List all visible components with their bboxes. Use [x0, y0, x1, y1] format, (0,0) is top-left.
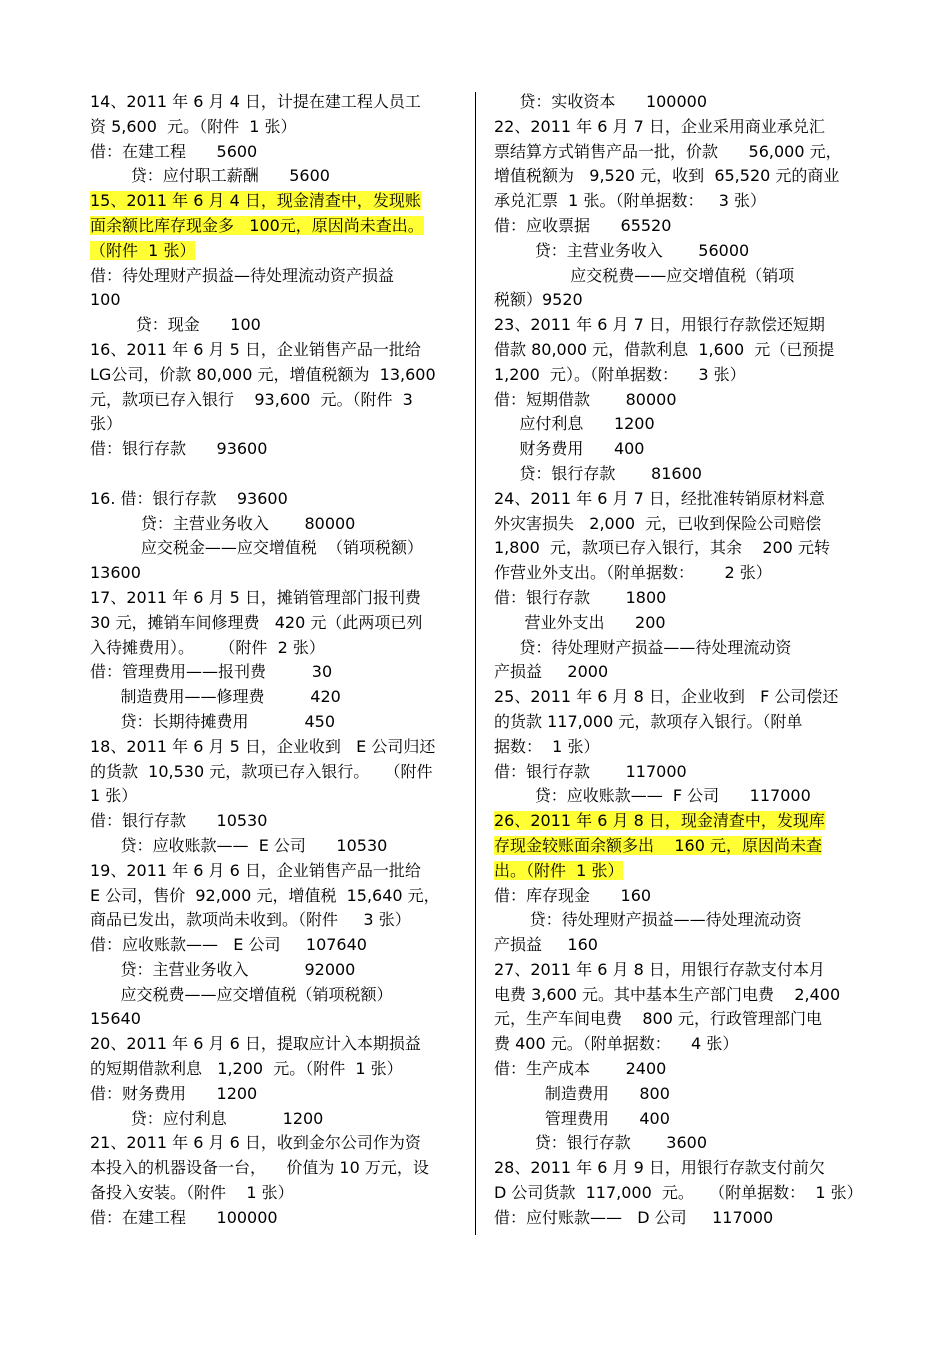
left-column-line — [90, 164, 462, 189]
left-column-line-text: 贷：应收账款—— E 公司 10530 — [90, 835, 388, 855]
left-column-line-text: 21、2011 年 6 月 6 日，收到金尔公司作为资 — [90, 1133, 421, 1153]
left-column-line — [90, 1057, 462, 1082]
right-column-line-text: 产损益 2000 — [494, 662, 609, 682]
left-column-line-text: （附件 1 张） — [90, 240, 196, 260]
left-column-line-text: 应交税金——应交增值税 （销项税额） — [90, 538, 424, 558]
left-column-line-text: 备投入安装。（附件 1 张） — [90, 1183, 294, 1203]
left-column-line — [90, 115, 462, 140]
right-column-line — [494, 561, 866, 586]
left-column-line — [90, 536, 462, 561]
left-column-line — [90, 908, 462, 933]
left-column-line — [90, 1181, 462, 1206]
right-column-line-text: 22、2011 年 6 月 7 日，企业采用商业承兑汇 — [494, 116, 825, 136]
left-column-line-text: 贷：应付职工薪酬 5600 — [90, 166, 330, 186]
right-column-line-text: 营业外支出 200 — [494, 612, 666, 632]
right-column-line-text: 管理费用 400 — [494, 1108, 670, 1128]
right-column-line-text: 借款 80,000 元，借款利息 1,600 元（已预提 — [494, 339, 835, 359]
left-column-line-text: 的短期借款利息 1,200 元。（附件 1 张） — [90, 1059, 403, 1079]
left-column-line — [90, 660, 462, 685]
right-column-line — [494, 90, 866, 115]
left-column-line — [90, 561, 462, 586]
right-column-line — [494, 760, 866, 785]
right-column-line-text: 费 400 元。（附单据数： 4 张） — [494, 1034, 739, 1054]
left-column-line — [90, 1082, 462, 1107]
left-column-line-text: 贷：应付利息 1200 — [90, 1108, 324, 1128]
left-column-line — [90, 1131, 462, 1156]
left-column-line — [90, 412, 462, 437]
left-column-line — [90, 1156, 462, 1181]
right-column-line — [494, 264, 866, 289]
right-column-line-text: 贷：实收资本 100000 — [494, 92, 708, 111]
left-column-line-text: 应交税费——应交增值税（销项税额） — [90, 984, 393, 1004]
right-column-line — [494, 735, 866, 760]
left-column-line-text: 1 张） — [90, 786, 138, 806]
right-column-line-text: 的货款 117,000 元，款项存入银行。（附单 — [494, 711, 803, 731]
right-column-line — [494, 462, 866, 487]
left-column — [90, 90, 462, 1231]
right-column-line — [494, 933, 866, 958]
right-column-line — [494, 487, 866, 512]
left-column-line — [90, 859, 462, 884]
left-column-line-text: 借：待处理财产损益—待处理流动资产损益 — [90, 265, 395, 285]
left-column-line-text: 贷：主营业务收入 80000 — [90, 513, 356, 533]
left-column-line-text: 借：财务费用 1200 — [90, 1083, 258, 1103]
right-column-line — [494, 1082, 866, 1107]
right-column-line — [494, 288, 866, 313]
right-column-line-text: 借：银行存款 1800 — [494, 587, 667, 607]
left-column-line — [90, 140, 462, 165]
left-column-line — [90, 388, 462, 413]
left-column-line — [90, 1007, 462, 1032]
right-column-line-text: 23、2011 年 6 月 7 日，用银行存款偿还短期 — [494, 315, 825, 335]
left-column-line-text: 16. 借：银行存款 93600 — [90, 488, 288, 508]
right-column-line — [494, 884, 866, 909]
left-column-line — [90, 958, 462, 983]
left-column-line — [90, 239, 462, 264]
right-column-line — [494, 239, 866, 264]
left-column-line — [90, 685, 462, 710]
left-column-line-text: 借：在建工程 5600 — [90, 141, 258, 161]
right-column-line — [494, 115, 866, 140]
right-column-line — [494, 1131, 866, 1156]
left-column-line-text: 贷：长期待摊费用 450 — [90, 711, 336, 731]
left-column-line — [90, 363, 462, 388]
right-column-line-text: 出。（附件 1 张） — [494, 860, 624, 880]
right-column-line — [494, 586, 866, 611]
left-column-line-text: 贷：主营业务收入 92000 — [90, 959, 356, 979]
right-column-line — [494, 784, 866, 809]
left-column-line — [90, 512, 462, 537]
left-column-line — [90, 933, 462, 958]
right-column-line — [494, 809, 866, 834]
right-column-line-text: 贷：应收账款—— F 公司 117000 — [494, 786, 811, 806]
right-column-line-text: 财务费用 400 — [494, 439, 645, 459]
right-column-line-text: 贷：主营业务收入 56000 — [494, 240, 750, 260]
left-column-line — [90, 710, 462, 735]
right-column-line — [494, 660, 866, 685]
left-column-line — [90, 90, 462, 115]
right-column-line — [494, 1107, 866, 1132]
right-column-line — [494, 611, 866, 636]
left-column-line-text: 借：在建工程 100000 — [90, 1207, 278, 1227]
right-column-line-text: 增值税额为 9,520 元，收到 65,520 元的商业 — [494, 166, 840, 186]
left-column-line-text: 18、2011 年 6 月 5 日，企业收到 E 公司归还 — [90, 736, 436, 756]
left-column-line-text: 30 元，摊销车间修理费 420 元（此两项已列 — [90, 612, 423, 632]
left-column-line-text: 面余额比库存现金多 100元，原因尚未查出。 — [90, 215, 424, 235]
right-column-line — [494, 164, 866, 189]
right-column — [494, 90, 866, 1231]
left-column-line — [90, 437, 462, 462]
left-column-line-text: 14、2011 年 6 月 4 日，计提在建工程人员工 — [90, 92, 421, 111]
left-column-line-text: 15、2011 年 6 月 4 日，现金清查中，发现账 — [90, 191, 421, 211]
right-column-line-text: 应付利息 1200 — [494, 414, 655, 434]
right-column-line-text: 借：生产成本 2400 — [494, 1059, 667, 1079]
left-column-line — [90, 636, 462, 661]
left-column-line-text: 13600 — [90, 563, 141, 583]
left-column-line — [90, 338, 462, 363]
left-column-line-text: 张） — [90, 414, 123, 434]
right-column-line-text: 1,200 元）。（附单据数： 3 张） — [494, 364, 746, 384]
right-column-line — [494, 536, 866, 561]
right-column-line — [494, 313, 866, 338]
right-column-line-text: 存现金较账面余额多出 160 元，原因尚未查 — [494, 835, 822, 855]
left-column-line-text: 制造费用——修理费 420 — [90, 687, 341, 707]
left-column-line-text: LG公司，价款 80,000 元，增值税额为 13,600 — [90, 364, 436, 384]
left-column-line — [90, 735, 462, 760]
left-column-line-text: 19、2011 年 6 月 6 日，企业销售产品一批给 — [90, 860, 421, 880]
right-column-line-text: 贷：待处理财产损益——待处理流动资 — [494, 910, 802, 930]
left-column-line — [90, 189, 462, 214]
right-column-line — [494, 512, 866, 537]
right-column-line-text: 电费 3,600 元。其中基本生产部门电费 2,400 — [494, 984, 841, 1004]
left-column-line-text: 贷：现金 100 — [90, 315, 261, 335]
right-column-line — [494, 214, 866, 239]
column-divider — [475, 92, 476, 1235]
right-column-line — [494, 983, 866, 1008]
right-column-line-text: 产损益 160 — [494, 935, 598, 955]
right-column-line-text: 借：短期借款 80000 — [494, 389, 677, 409]
right-column-line-text: 28、2011 年 6 月 9 日，用银行存款支付前欠 — [494, 1158, 825, 1178]
left-column-line — [90, 462, 462, 487]
right-column-line — [494, 1156, 866, 1181]
left-column-line — [90, 288, 462, 313]
left-column-line-text: 借：管理费用——报刊费 30 — [90, 662, 333, 682]
right-column-line-text: 26、2011 年 6 月 8 日，现金清查中，发现库 — [494, 811, 825, 831]
right-column-line — [494, 685, 866, 710]
right-column-line-text: 27、2011 年 6 月 8 日，用银行存款支付本月 — [494, 959, 825, 979]
right-column-line — [494, 412, 866, 437]
right-column-line-text: 票结算方式销售产品一批，价款 56,000 元， — [494, 141, 842, 161]
left-column-line — [90, 834, 462, 859]
right-column-line-text: 25、2011 年 6 月 8 日，企业收到 F 公司偿还 — [494, 687, 839, 707]
right-column-line — [494, 908, 866, 933]
left-column-line — [90, 884, 462, 909]
left-column-line — [90, 586, 462, 611]
right-column-line — [494, 338, 866, 363]
left-column-line-text: 100 — [90, 290, 121, 310]
left-column-line — [90, 1107, 462, 1132]
right-column-line — [494, 1181, 866, 1206]
right-column-line-text: 应交税费——应交增值税（销项 — [494, 265, 795, 285]
right-column-line — [494, 189, 866, 214]
left-column-line-text: 借：银行存款 93600 — [90, 439, 268, 459]
right-column-line — [494, 437, 866, 462]
right-column-line-text: 借：应收票据 65520 — [494, 215, 672, 235]
right-column-line-text: 借：库存现金 160 — [494, 885, 652, 905]
left-column-line-text: 17、2011 年 6 月 5 日，摊销管理部门报刊费 — [90, 587, 421, 607]
right-column-line-text: 借：应付账款—— D 公司 117000 — [494, 1207, 774, 1227]
right-column-line-text: 承兑汇票 1 张。（附单据数： 3 张） — [494, 191, 766, 211]
right-column-line-text: 税额）9520 — [494, 290, 583, 310]
right-column-line-text: 作营业外支出。（附单据数： 2 张） — [494, 563, 772, 583]
left-column-line-text: E 公司，售价 92,000 元，增值税 15,640 元， — [90, 885, 440, 905]
left-column-line — [90, 264, 462, 289]
left-column-line-text: 借：银行存款 10530 — [90, 811, 268, 831]
right-column-line — [494, 834, 866, 859]
left-column-line-text: 入待摊费用）。 （附件 2 张） — [90, 637, 325, 657]
right-column-line — [494, 636, 866, 661]
right-column-line — [494, 958, 866, 983]
right-column-line — [494, 710, 866, 735]
left-column-line — [90, 809, 462, 834]
right-column-line-text: 制造费用 800 — [494, 1083, 670, 1103]
left-column-line — [90, 1032, 462, 1057]
left-column-line-text: 本投入的机器设备一台， 价值为 10 万元，设 — [90, 1158, 429, 1178]
left-column-line-text: 商品已发出，款项尚未收到。（附件 3 张） — [90, 910, 411, 930]
right-column-line-text: 借：银行存款 117000 — [494, 761, 687, 781]
left-column-line-text: 20、2011 年 6 月 6 日，提取应计入本期损益 — [90, 1034, 421, 1054]
right-column-line-text: 贷：银行存款 3600 — [494, 1133, 708, 1153]
left-column-line-text: 15640 — [90, 1009, 141, 1029]
left-column-line-text: 16、2011 年 6 月 5 日，企业销售产品一批给 — [90, 339, 421, 359]
right-column-line — [494, 363, 866, 388]
left-column-line-text: 元，款项已存入银行 93,600 元。（附件 3 — [90, 389, 413, 409]
right-column-line-text: 元，生产车间电费 800 元，行政管理部门电 — [494, 1009, 822, 1029]
left-column-line — [90, 487, 462, 512]
right-column-line-text: 24、2011 年 6 月 7 日，经批准转销原材料意 — [494, 488, 825, 508]
left-column-line — [90, 760, 462, 785]
right-column-line — [494, 140, 866, 165]
right-column-line-text: 贷：待处理财产损益——待处理流动资 — [494, 637, 792, 657]
right-column-line-text: 据数： 1 张） — [494, 736, 600, 756]
right-column-line-text: 1,800 元，款项已存入银行，其余 200 元转 — [494, 538, 830, 558]
right-column-line — [494, 1007, 866, 1032]
right-column-line — [494, 859, 866, 884]
left-column-line — [90, 313, 462, 338]
left-column-line — [90, 611, 462, 636]
left-column-line-text: 资 5,600 元。（附件 1 张） — [90, 116, 297, 136]
right-column-line — [494, 388, 866, 413]
left-column-line — [90, 983, 462, 1008]
left-column-line — [90, 784, 462, 809]
right-column-line — [494, 1206, 866, 1231]
right-column-line — [494, 1032, 866, 1057]
right-column-line — [494, 1057, 866, 1082]
left-column-line — [90, 214, 462, 239]
left-column-line-text: 借：应收账款—— E 公司 107640 — [90, 935, 367, 955]
left-column-line — [90, 1206, 462, 1231]
right-column-line-text: 外灾害损失 2,000 元，已收到保险公司赔偿 — [494, 513, 822, 533]
right-column-line-text: 贷：银行存款 81600 — [494, 463, 702, 483]
left-column-line-text: 的货款 10,530 元，款项已存入银行。 （附件 — [90, 761, 433, 781]
right-column-line-text: D 公司货款 117,000 元。 （附单据数： 1 张） — [494, 1183, 863, 1203]
